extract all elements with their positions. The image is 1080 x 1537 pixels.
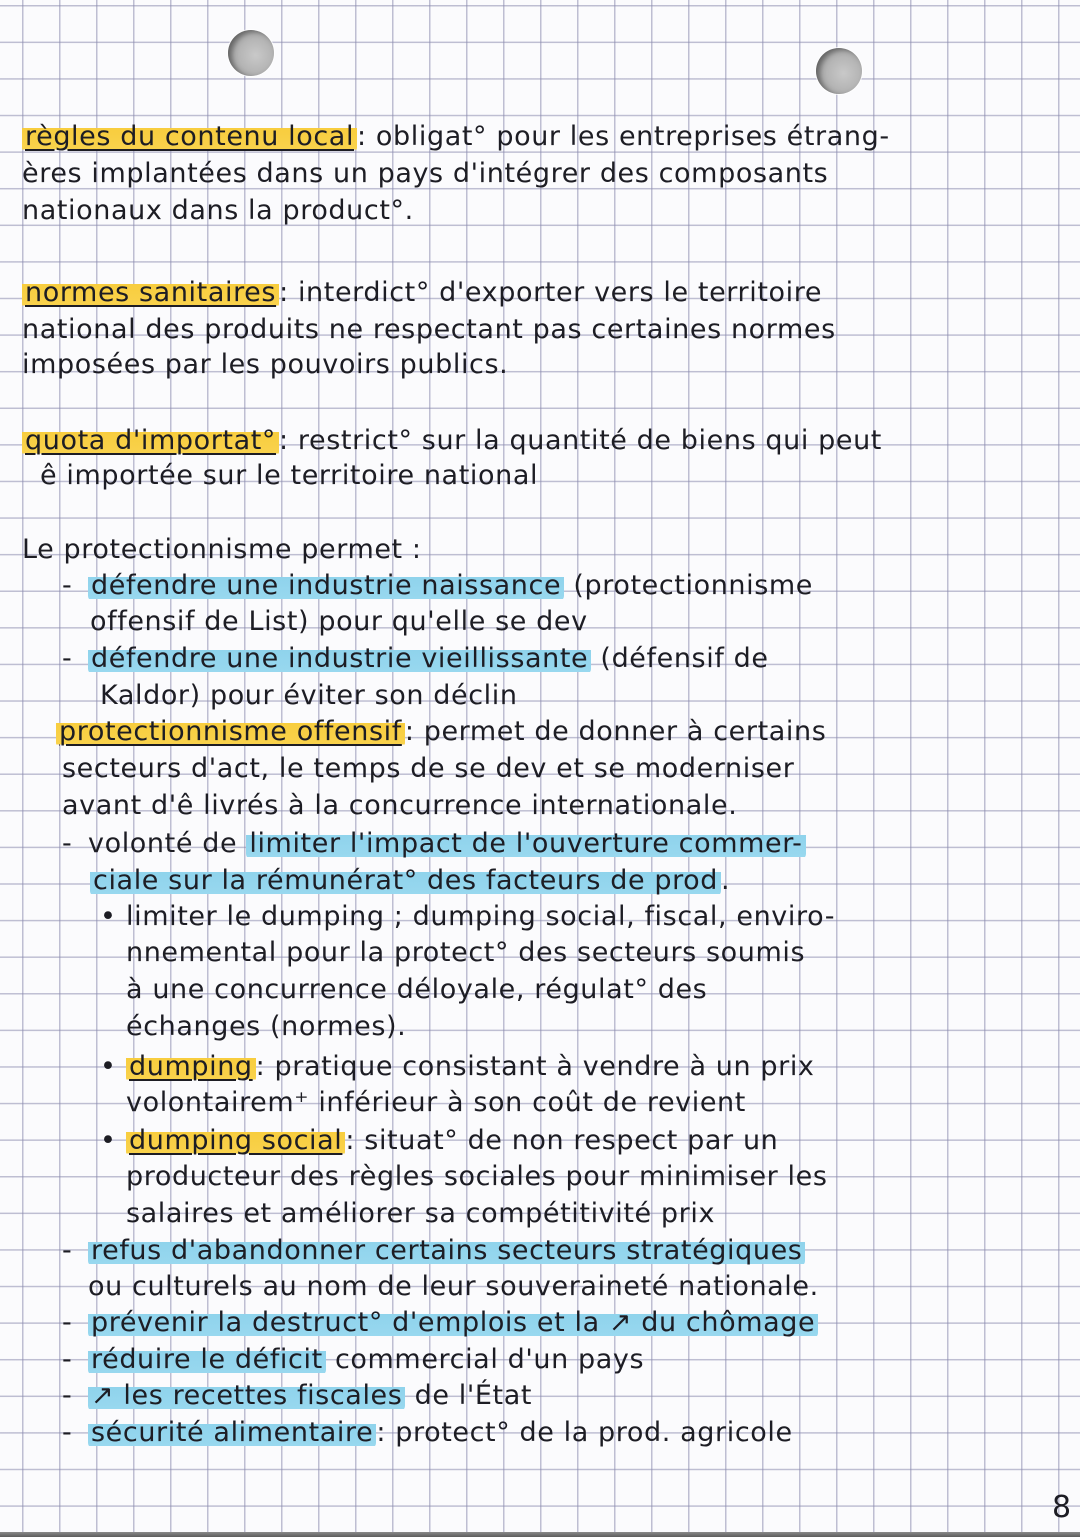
list-item-continuation: Kaldor) pour éviter son déclin (100, 680, 518, 711)
bullet-item: • limiter le dumping ; dumping social, fiscal, enviro- (100, 901, 836, 932)
bullet-icon: • (100, 1125, 117, 1156)
bullet-item: • dumping : pratique consistant à vendre à un prix (100, 1051, 815, 1082)
definition-line: protectionnisme offensif : permet de donner à certains (56, 715, 826, 749)
bullet-continuation: nnemental pour la protect° des secteurs soumis (126, 937, 806, 968)
definition-line: secteurs d'act, le temps de se dev et se moderniser (62, 753, 795, 784)
bullet-continuation: à une concurrence déloyale, régulat° des (126, 974, 708, 1005)
bullet-icon: • (100, 1051, 117, 1082)
definition-term: protectionnisme offensif (56, 716, 405, 747)
list-item: - sécurité alimentaire : protect° de la prod. agricole (62, 1417, 793, 1448)
bullet-continuation: échanges (normes). (126, 1011, 407, 1042)
section-heading: Le protectionnisme permet : (22, 534, 422, 565)
list-item-continuation: ou culturels au nom de leur souveraineté nationale. (88, 1271, 819, 1302)
page-number: 8 (1052, 1490, 1072, 1525)
definition-line: imposées par les pouvoirs publics. (22, 349, 509, 380)
list-item: - ↗ les recettes fiscales de l'État (62, 1380, 533, 1411)
definition-line: national des produits ne respectant pas certaines normes (22, 314, 836, 345)
punch-hole-left (228, 30, 274, 76)
paper-bottom-edge (0, 1532, 1080, 1537)
definition-term: règles du contenu local (22, 121, 357, 152)
bullet-continuation: salaires et améliorer sa compétitivité prix (126, 1198, 716, 1229)
definition-line: ères implantées dans un pays d'intégrer des composants (22, 158, 829, 189)
list-item: - défendre une industrie naissance (protectionnisme (62, 570, 814, 601)
list-item: - prévenir la destruct° d'emplois et la ↗ du chômage (62, 1306, 818, 1340)
definition-term: normes sanitaires (22, 277, 279, 308)
definition-line: avant d'ê livrés à la concurrence internationale. (62, 790, 738, 821)
definition-term: dumping social (126, 1125, 345, 1156)
punch-hole-right (816, 48, 862, 94)
list-item: - volonté de limiter l'impact de l'ouverture commer- (62, 827, 806, 861)
list-item-continuation: ciale sur la rémunérat° des facteurs de prod . (90, 864, 730, 898)
definition-line: règles du contenu local : obligat° pour les entreprises étrang- (22, 120, 890, 154)
bullet-continuation: volontairem⁺ inférieur à son coût de revient (126, 1087, 746, 1118)
definition-line: ê importée sur le territoire national (40, 460, 539, 491)
list-item: - réduire le déficit commercial d'un pays (62, 1344, 645, 1375)
list-item-continuation: offensif de List) pour qu'elle se dev (90, 606, 588, 637)
list-item: - refus d'abandonner certains secteurs stratégiques (62, 1234, 805, 1268)
definition-term: quota d'importat° (22, 425, 279, 456)
list-item: - défendre une industrie vieillissante (défensif de (62, 643, 769, 674)
bullet-continuation: producteur des règles sociales pour minimiser les (126, 1161, 828, 1192)
bullet-icon: • (100, 901, 117, 932)
definition-line: quota d'importat° : restrict° sur la quantité de biens qui peut (22, 424, 882, 458)
definition-line: nationaux dans la product°. (22, 195, 414, 226)
definition-line: normes sanitaires : interdict° d'exporter vers le territoire (22, 276, 822, 310)
bullet-item: • dumping social : situat° de non respect par un (100, 1125, 779, 1156)
definition-term: dumping (126, 1051, 256, 1082)
